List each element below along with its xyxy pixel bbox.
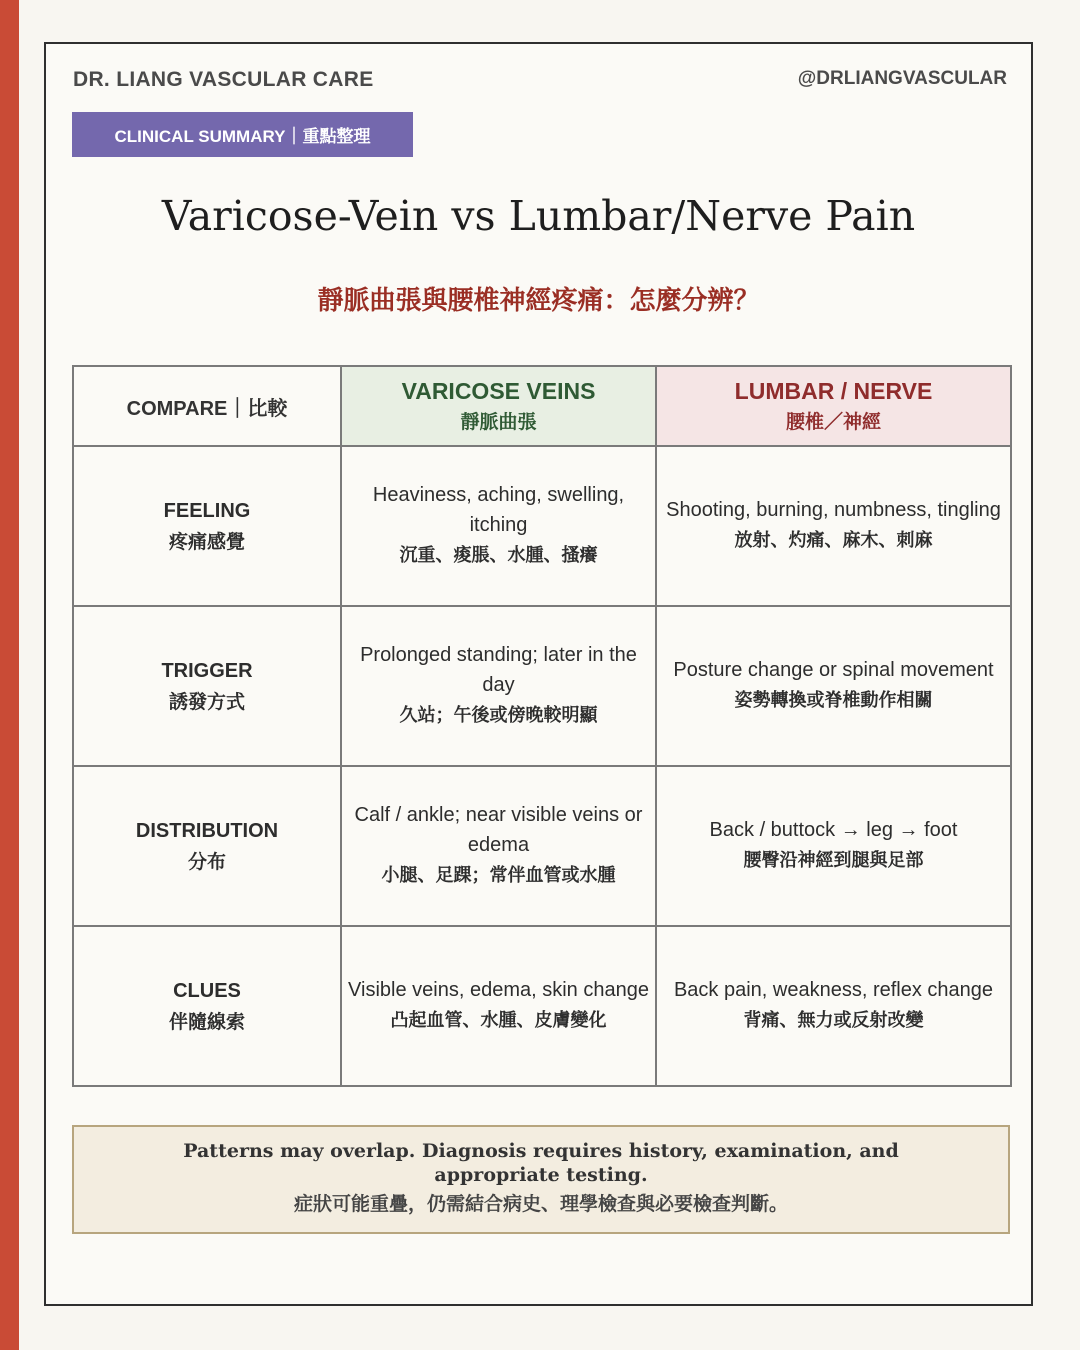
disclaimer-en: Patterns may overlap. Diagnosis requires history, examination, and appropriate testing. xyxy=(183,1140,899,1186)
row-label-feeling xyxy=(73,446,341,606)
social-handle: @DRLIANGVASCULAR xyxy=(797,68,1007,89)
summary-card xyxy=(44,42,1033,1306)
row-label-zh: 誘發方式 xyxy=(168,691,245,713)
varicose-cell xyxy=(341,766,656,926)
cell-text-zh: 放射、灼痛、麻木、刺麻 xyxy=(734,530,933,551)
cell-text-zh: 凸起血管、水腫、皮膚變化 xyxy=(390,1010,607,1031)
cell-text-en: Heaviness, aching, swelling, itching xyxy=(372,484,625,536)
disclaimer-zh: 症狀可能重疊，仍需結合病史、理學檢查與必要檢查判斷。 xyxy=(293,1193,788,1215)
row-label-zh: 伴隨線索 xyxy=(168,1011,245,1033)
table-row xyxy=(73,446,1011,606)
row-label-en: FEELING xyxy=(163,500,251,522)
lumbar-header-en: LUMBAR / NERVE xyxy=(734,378,933,404)
varicose-header-en: VARICOSE VEINS xyxy=(401,378,596,404)
lumbar-cell xyxy=(656,926,1011,1086)
varicose-header-zh: 靜脈曲張 xyxy=(460,411,537,433)
cell-text-zh: 小腿、足踝；常伴血管或水腫 xyxy=(381,865,616,886)
row-label-zh: 疼痛感覺 xyxy=(168,531,245,553)
brand-name: DR. LIANG VASCULAR CARE xyxy=(73,68,374,91)
cell-text-en: Visible veins, edema, skin change xyxy=(348,979,649,1001)
varicose-header xyxy=(341,366,656,446)
disclaimer-note xyxy=(72,1125,1010,1234)
lumbar-header-zh: 腰椎／神經 xyxy=(785,411,881,433)
table-header-row xyxy=(73,366,1011,446)
cell-text-en: Calf / ankle; near visible veins or edema xyxy=(354,804,643,856)
cell-text-zh: 久站；午後或傍晚較明顯 xyxy=(399,705,598,726)
clinical-summary-badge: CLINICAL SUMMARY｜重點整理 xyxy=(72,112,413,157)
lumbar-cell xyxy=(656,606,1011,766)
row-label-distribution xyxy=(73,766,341,926)
row-label-trigger xyxy=(73,606,341,766)
varicose-cell xyxy=(341,606,656,766)
row-label-en: DISTRIBUTION xyxy=(135,820,279,842)
varicose-cell xyxy=(341,926,656,1086)
lumbar-header xyxy=(656,366,1011,446)
page-subtitle: 靜脈曲張與腰椎神經疼痛：怎麼分辨？ xyxy=(317,286,760,316)
cell-text-zh: 姿勢轉換或脊椎動作相關 xyxy=(734,690,933,711)
cell-text-zh: 背痛、無力或反射改變 xyxy=(743,1010,924,1031)
comparison-table xyxy=(72,365,1012,1087)
cell-text-en: Posture change or spinal movement xyxy=(673,659,994,681)
accent-bar xyxy=(0,0,19,1350)
table-row xyxy=(73,926,1011,1086)
row-label-en: CLUES xyxy=(173,980,241,1002)
cell-text-en: Prolonged standing; later in the day xyxy=(360,644,637,696)
cell-text-zh: 沉重、痠脹、水腫、搔癢 xyxy=(399,545,598,566)
table-row xyxy=(73,606,1011,766)
row-label-en: TRIGGER xyxy=(161,660,253,682)
cell-text-en: Back / buttock → leg → foot xyxy=(709,819,958,841)
cell-text-zh: 腰臀沿神經到腿與足部 xyxy=(743,850,924,871)
cell-text-en: Shooting, burning, numbness, tingling xyxy=(666,499,1001,521)
page-title: Varicose-Vein vs Lumbar/Nerve Pain xyxy=(161,192,916,240)
cell-text-en: Back pain, weakness, reflex change xyxy=(673,979,994,1001)
compare-header: COMPARE｜比較 xyxy=(73,366,341,446)
lumbar-cell xyxy=(656,446,1011,606)
lumbar-cell xyxy=(656,766,1011,926)
row-label-zh: 分布 xyxy=(187,851,226,873)
table-row xyxy=(73,766,1011,926)
varicose-cell xyxy=(341,446,656,606)
row-label-clues xyxy=(73,926,341,1086)
